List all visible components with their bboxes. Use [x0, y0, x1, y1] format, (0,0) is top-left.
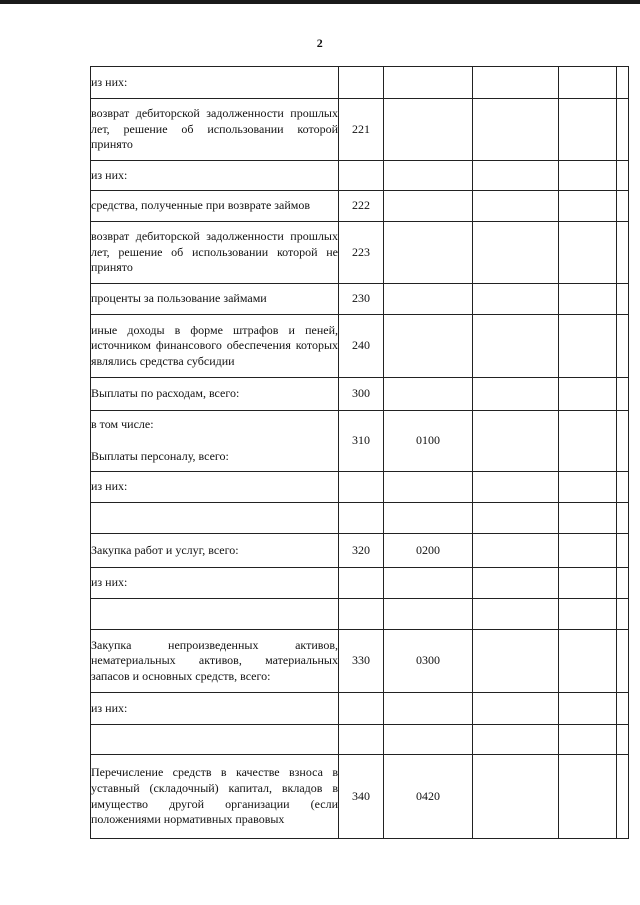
row-amount-cell [617, 472, 629, 503]
row-amount-cell [559, 725, 617, 755]
row-indicator-name [91, 599, 339, 630]
row-amount-cell [473, 67, 559, 99]
table-row [91, 284, 629, 315]
row-amount-cell [473, 755, 559, 839]
row-amount-cell [617, 725, 629, 755]
row-amount-cell [617, 693, 629, 725]
row-kbk-code [384, 284, 473, 315]
table-row [91, 315, 629, 378]
row-amount-cell [473, 568, 559, 599]
row-kbk-code [384, 67, 473, 99]
row-amount-cell [559, 693, 617, 725]
table-row [91, 534, 629, 568]
row-indicator-text: проценты за пользование займами [91, 291, 267, 306]
row-kbk-code [384, 472, 473, 503]
row-indicator-name [91, 503, 339, 534]
row-indicator-text: из них: [91, 575, 128, 590]
row-line-code: 240 [339, 315, 384, 378]
table-row [91, 222, 629, 284]
row-kbk-code: 0200 [384, 534, 473, 568]
row-line-code: 330 [339, 630, 384, 693]
row-amount-cell [559, 284, 617, 315]
row-line-code [339, 693, 384, 725]
row-amount-cell [617, 161, 629, 191]
row-amount-cell [559, 315, 617, 378]
row-amount-cell [473, 503, 559, 534]
row-amount-cell [559, 630, 617, 693]
table-row [91, 503, 629, 534]
row-amount-cell [559, 503, 617, 534]
row-amount-cell [473, 411, 559, 472]
row-amount-cell [473, 222, 559, 284]
row-indicator-name [91, 161, 339, 191]
financial-plan-table [90, 66, 629, 839]
row-amount-cell [559, 534, 617, 568]
row-amount-cell [559, 161, 617, 191]
table-row [91, 161, 629, 191]
row-amount-cell [473, 315, 559, 378]
row-line-code [339, 725, 384, 755]
row-indicator-name [91, 755, 339, 839]
row-indicator-text: Закупка непроизведенных активов, нематериальных активов, материальных запасов и основных средств, всего: [91, 637, 338, 683]
row-amount-cell [617, 99, 629, 161]
row-amount-cell [473, 725, 559, 755]
row-kbk-code [384, 503, 473, 534]
row-indicator-name [91, 725, 339, 755]
top-border-line [0, 0, 640, 4]
row-kbk-code: 0420 [384, 755, 473, 839]
table-row [91, 67, 629, 99]
row-kbk-code [384, 191, 473, 222]
row-kbk-code: 0100 [384, 411, 473, 472]
row-kbk-code [384, 378, 473, 411]
row-amount-cell [617, 599, 629, 630]
row-line-code: 300 [339, 378, 384, 411]
table-row [91, 568, 629, 599]
row-amount-cell [559, 222, 617, 284]
row-indicator-text: Закупка работ и услуг, всего: [91, 542, 239, 557]
row-indicator-text: возврат дебиторской задолженности прошлых лет, решение об использовании которой не принято [91, 229, 338, 275]
row-kbk-code [384, 725, 473, 755]
row-indicator-text: иные доходы в форме штрафов и пеней, источником финансового обеспечения которых являлись средства субсидии [91, 322, 338, 368]
row-kbk-code [384, 599, 473, 630]
row-indicator-text: из них: [91, 74, 128, 89]
row-indicator-name [91, 534, 339, 568]
row-amount-cell [473, 99, 559, 161]
row-indicator-name [91, 630, 339, 693]
row-amount-cell [473, 378, 559, 411]
row-amount-cell [473, 599, 559, 630]
row-indicator-text: из них: [91, 479, 128, 494]
row-indicator-name [91, 693, 339, 725]
row-amount-cell [559, 99, 617, 161]
row-line-code: 310 [339, 411, 384, 472]
row-line-code: 320 [339, 534, 384, 568]
row-indicator-name [91, 378, 339, 411]
row-amount-cell [617, 503, 629, 534]
row-amount-cell [473, 534, 559, 568]
row-line-code [339, 67, 384, 99]
row-indicator-name [91, 99, 339, 161]
row-amount-cell [617, 222, 629, 284]
row-line-code: 223 [339, 222, 384, 284]
row-indicator-text: из них: [91, 700, 128, 715]
row-amount-cell [617, 630, 629, 693]
row-amount-cell [559, 411, 617, 472]
table-row [91, 378, 629, 411]
row-indicator-lead: в том числе: [91, 417, 154, 432]
row-amount-cell [473, 693, 559, 725]
row-indicator-text: средства, полученные при возврате займов [91, 198, 311, 213]
row-line-code [339, 568, 384, 599]
table-row [91, 630, 629, 693]
row-amount-cell [559, 599, 617, 630]
table-row [91, 472, 629, 503]
row-kbk-code [384, 99, 473, 161]
row-indicator-text: из них: [91, 167, 128, 182]
row-amount-cell [617, 378, 629, 411]
row-indicator-name [91, 191, 339, 222]
row-line-code: 221 [339, 99, 384, 161]
row-indicator-text: Перечисление средств в качестве взноса в уставный (складочный) капитал, вкладов в имущество другой организации (если положениями нормативных правовых [91, 765, 338, 827]
table-row [91, 191, 629, 222]
row-line-code: 340 [339, 755, 384, 839]
row-indicator-text: возврат дебиторской задолженности прошлых лет, решение об использовании которой принято [91, 106, 338, 152]
row-kbk-code [384, 161, 473, 191]
row-indicator-name [91, 67, 339, 99]
row-kbk-code [384, 568, 473, 599]
row-amount-cell [473, 284, 559, 315]
row-amount-cell [559, 191, 617, 222]
row-amount-cell [473, 630, 559, 693]
row-kbk-code [384, 315, 473, 378]
row-amount-cell [617, 191, 629, 222]
table-row [91, 99, 629, 161]
row-line-code [339, 599, 384, 630]
row-amount-cell [559, 67, 617, 99]
row-indicator-name [91, 222, 339, 284]
row-amount-cell [617, 411, 629, 472]
row-kbk-code: 0300 [384, 630, 473, 693]
row-amount-cell [559, 755, 617, 839]
table-row [91, 411, 629, 472]
row-amount-cell [473, 191, 559, 222]
row-amount-cell [617, 284, 629, 315]
row-indicator-text: Выплаты персоналу, всего: [91, 449, 229, 463]
row-indicator-name [91, 284, 339, 315]
row-line-code [339, 472, 384, 503]
row-indicator-name [91, 411, 339, 472]
table-row [91, 755, 629, 839]
row-kbk-code [384, 693, 473, 725]
table-row [91, 725, 629, 755]
row-amount-cell [559, 472, 617, 503]
page-number: 2 [316, 36, 324, 50]
row-line-code: 230 [339, 284, 384, 315]
row-indicator-text: Выплаты по расходам, всего: [91, 386, 240, 401]
table-row [91, 693, 629, 725]
row-amount-cell [473, 161, 559, 191]
table-row [91, 599, 629, 630]
row-line-code: 222 [339, 191, 384, 222]
row-line-code [339, 503, 384, 534]
row-amount-cell [617, 534, 629, 568]
row-indicator-name [91, 315, 339, 378]
row-amount-cell [617, 67, 629, 99]
row-line-code [339, 161, 384, 191]
row-amount-cell [617, 568, 629, 599]
row-amount-cell [473, 472, 559, 503]
row-amount-cell [559, 378, 617, 411]
row-kbk-code [384, 222, 473, 284]
row-indicator-name [91, 472, 339, 503]
row-indicator-name [91, 568, 339, 599]
row-amount-cell [617, 755, 629, 839]
row-amount-cell [617, 315, 629, 378]
row-amount-cell [559, 568, 617, 599]
